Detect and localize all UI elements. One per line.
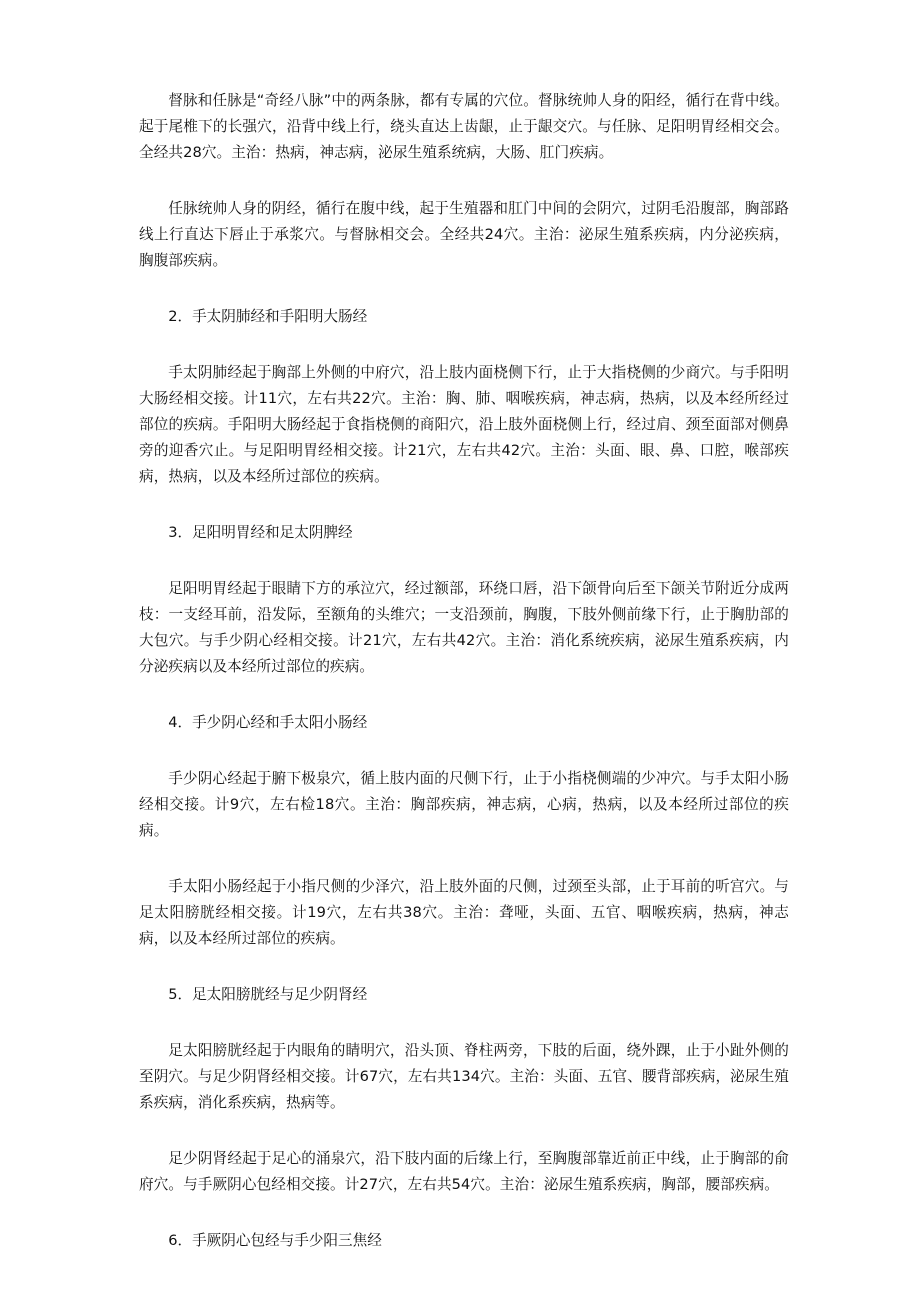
paragraph-heart: 手少阴心经起于腑下极泉穴，循上肢内面的尺侧下行，止于小指桡侧端的少冲穴。与手太阳小肠经相交接。计9穴，左右检18穴。主治：胸部疾病，神志病，心病，热病，以及本经所过部位的疾病。: [139, 770, 789, 839]
section-heading-3: 3．足阳明胃经和足太阴脾经: [168, 524, 353, 541]
section-heading-6: 6．手厥阴心包经与手少阳三焦经: [168, 1232, 382, 1249]
paragraph-kidney: 足少阴肾经起于足心的涌泉穴，沿下肢内面的后缘上行，至胸腹部靠近前正中线，止于胸部的俞府穴。与手厥阴心包经相交接。计27穴，左右共54穴。主治：泌尿生殖系疾病，胸部，腰部疾病。: [139, 1150, 789, 1193]
section-heading-4: 4．手少阴心经和手太阳小肠经: [168, 714, 368, 731]
paragraph-bladder: 足太阳膀胱经起于内眼角的睛明穴，沿头顶、脊柱两旁，下肢的后面，绕外踝，止于小趾外侧的至阴穴。与足少阴肾经相交接。计67穴，左右共134穴。主治：头面、五官、腰背部疾病，泌尿生殖系疾病，消化系疾病，热病等。: [139, 1042, 789, 1111]
paragraph-stomach-spleen: 足阳明胃经起于眼睛下方的承泣穴，经过额部，环绕口唇，沿下颌骨向后至下颌关节附近分成两枝：一支经耳前，沿发际，至额角的头维穴；一支沿颈前，胸腹，下肢外侧前缘下行，止于胸肋部的大包穴。与手少阴心经相交接。计21穴，左右共42穴。主治：消化系统疾病，泌尿生殖系疾病，内分泌疾病以及本经所过部位的疾病。: [139, 580, 789, 675]
paragraph-small-intestine: 手太阳小肠经起于小指尺侧的少泽穴，沿上肢外面的尺侧，过颈至头部，止于耳前的听宫穴。与足太阳膀胱经相交接。计19穴，左右共38穴。主治：聋哑，头面、五官、咽喉疾病，热病，神志病，以及本经所过部位的疾病。: [139, 878, 789, 947]
section-heading-2: 2．手太阴肺经和手阳明大肠经: [168, 308, 368, 325]
paragraph-ren-mai: 任脉统帅人身的阴经，循行在腹中线，起于生殖器和肛门中间的会阴穴，过阴毛沿腹部，胸部路线上行直达下唇止于承浆穴。与督脉相交会。全经共24穴。主治：泌尿生殖系疾病，内分泌疾病，胸腹部疾病。: [139, 200, 789, 269]
paragraph-du-ren-mai: 督脉和任脉是“奇经八脉”中的两条脉，都有专属的穴位。督脉统帅人身的阳经，循行在背中线。起于尾椎下的长强穴，沿背中线上行，绕头直达上齿龈，止于龈交穴。与任脉、足阳明胃经相交会。全经共28穴。主治：热病，神志病，泌尿生殖系统病，大肠、肛门疾病。: [139, 92, 789, 161]
paragraph-lung-large-intestine: 手太阴肺经起于胸部上外侧的中府穴，沿上肢内面桡侧下行，止于大指桡侧的少商穴。与手阳明大肠经相交接。计11穴，左右共22穴。主治：胸、肺、咽喉疾病，神志病，热病，以及本经所经过部位的疾病。手阳明大肠经起于食指桡侧的商阳穴，沿上肢外面桡侧上行，经过肩、颈至面部对侧鼻旁的迎香穴止。与足阳明胃经相交接。计21穴，左右共42穴。主治：头面、眼、鼻、口腔，喉部疾病，热病，以及本经所过部位的疾病。: [139, 364, 789, 485]
document-page: [139, 88, 789, 1284]
section-heading-5: 5．足太阳膀胱经与足少阴肾经: [168, 986, 368, 1003]
